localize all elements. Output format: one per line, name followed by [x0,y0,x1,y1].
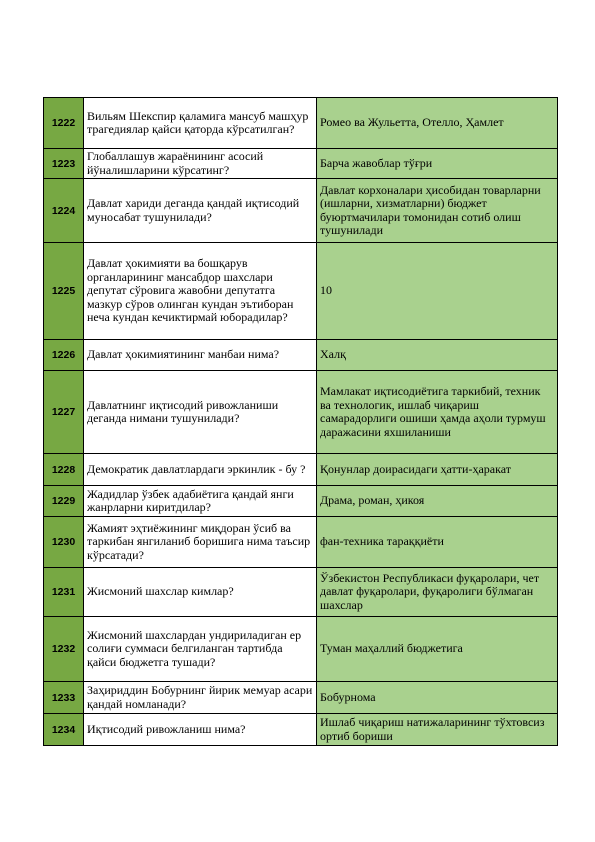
table-row [44,179,558,243]
answer-cell: Халқ [317,340,558,371]
answer-cell: Туман маҳаллий бюджетига [317,617,558,682]
row-number: 1222 [44,98,84,149]
question-cell: Вильям Шекспир қаламига мансуб машҳур трагедиялар қайси қаторда кўрсатилган? [84,98,317,149]
question-cell: Жадидлар ўзбек адабиётига қандай янги жанрларни киритдилар? [84,486,317,517]
row-number: 1225 [44,243,84,340]
question-cell: Давлат хариди деганда қандай иқтисодий муносабат тушунилади? [84,179,317,243]
question-cell: Иқтисодий ривожланиш нима? [84,714,317,746]
table-row [44,98,558,149]
row-number: 1231 [44,568,84,617]
table-row [44,454,558,486]
question-cell: Жисмоний шахслардан ундириладиган ер солиғи суммаси белгиланган тартибда қайси бюджетга тушади? [84,617,317,682]
row-number: 1229 [44,486,84,517]
row-number: 1223 [44,149,84,179]
question-cell: Глобаллашув жараёнининг асосий йўналишларини кўрсатинг? [84,149,317,179]
question-cell: Жамият эҳтиёжининг миқдоран ўсиб ва таркибан янгиланиб боришига нима таъсир кўрсатади? [84,517,317,568]
qa-table-body [44,98,558,746]
question-cell: Давлатнинг иқтисодий ривожланиши деганда нимани тушунилади? [84,371,317,454]
table-row [44,149,558,179]
question-cell: Давлат ҳокимияти ва бошқарув органларининг мансабдор шахслари депутат сўровига жавобни депутатга мазкур сўров олинган кундан эътиборан неча кундан кечиктирмай юборадилар? [84,243,317,340]
table-row [44,568,558,617]
row-number: 1228 [44,454,84,486]
answer-cell: Барча жавоблар тўғри [317,149,558,179]
answer-cell: 10 [317,243,558,340]
table-row [44,371,558,454]
answer-cell: Бобурнома [317,682,558,714]
question-cell: Заҳириддин Бобурнинг йирик мемуар асари қандай номланади? [84,682,317,714]
row-number: 1224 [44,179,84,243]
row-number: 1230 [44,517,84,568]
table-row [44,714,558,746]
question-cell: Давлат ҳокимиятининг манбаи нима? [84,340,317,371]
row-number: 1227 [44,371,84,454]
answer-cell: Қонунлар доирасидаги ҳатти-ҳаракат [317,454,558,486]
answer-cell: Драма, роман, ҳикоя [317,486,558,517]
row-number: 1234 [44,714,84,746]
row-number: 1226 [44,340,84,371]
table-row [44,486,558,517]
row-number: 1233 [44,682,84,714]
row-number: 1232 [44,617,84,682]
table-row [44,340,558,371]
table-row [44,682,558,714]
answer-cell: Ромео ва Жульетта, Отелло, Ҳамлет [317,98,558,149]
question-cell: Жисмоний шахслар кимлар? [84,568,317,617]
question-cell: Демократик давлатлардаги эркинлик - бу ? [84,454,317,486]
table-row [44,617,558,682]
answer-cell: Давлат корхоналари ҳисобидан товарларни (ишларни, хизматларни) бюджет буюртмачилари томонидан сотиб олиш тушунилади [317,179,558,243]
answer-cell: фан-техника тараққиёти [317,517,558,568]
table-row [44,517,558,568]
answer-cell: Ишлаб чиқариш натижаларининг тўхтовсиз ортиб бориши [317,714,558,746]
table-row [44,243,558,340]
answer-cell: Ўзбекистон Республикаси фуқаролари, чет давлат фуқаролари, фуқаролиги бўлмаган шахслар [317,568,558,617]
answer-cell: Мамлакат иқтисодиётига таркибий, техник ва технологик, ишлаб чиқариш самарадорлиги ошиши ҳамда аҳоли турмуш даражасини яхшиланиши [317,371,558,454]
qa-table [43,97,558,746]
